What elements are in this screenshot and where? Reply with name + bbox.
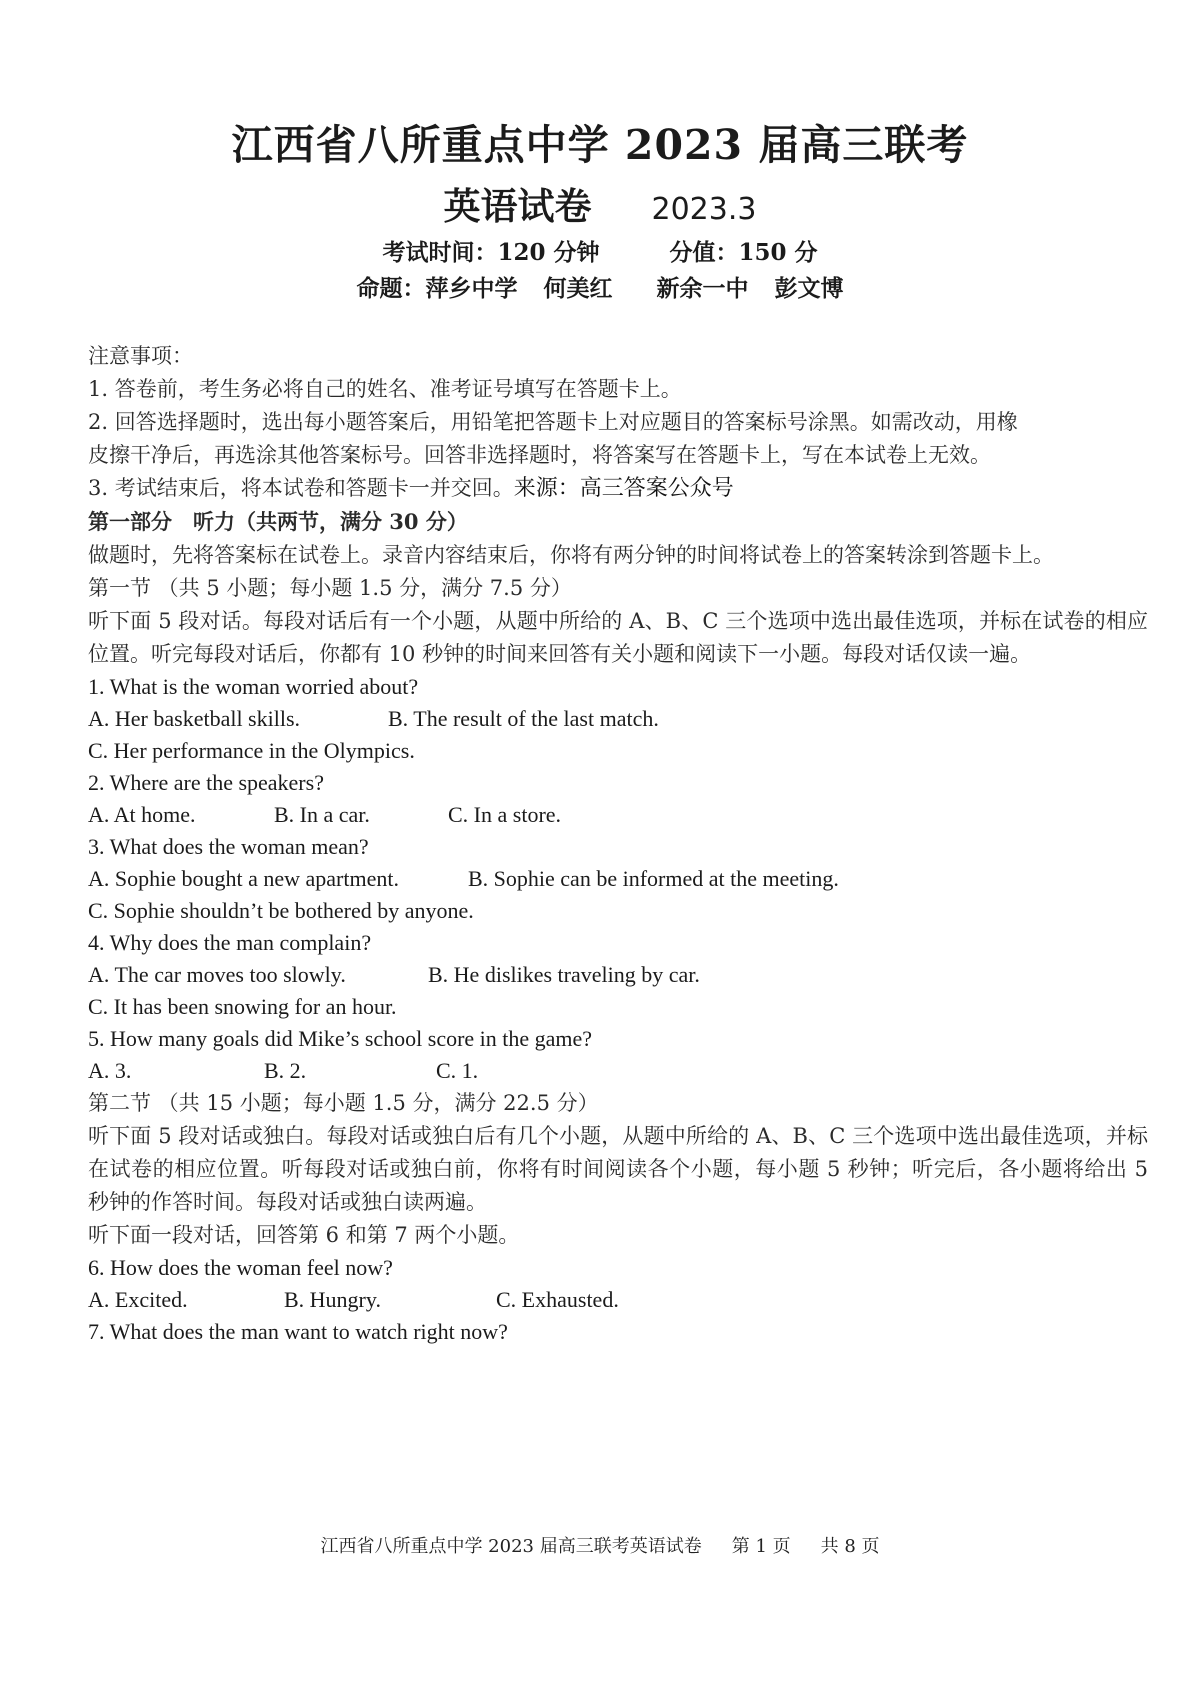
- question-6: 6. How does the woman feel now?: [88, 1255, 393, 1280]
- question-4-options: [88, 959, 1148, 991]
- notice-title: 注意事项：: [88, 344, 193, 368]
- school-2: 新余一中: [656, 275, 749, 302]
- option-4b: B. He dislikes traveling by car.: [428, 962, 700, 987]
- option-2c: C. In a store.: [448, 802, 562, 827]
- dialog-intro: 听下面一段对话，回答第 6 和第 7 两个小题。: [88, 1223, 520, 1247]
- option-5a: A. 3.: [88, 1058, 132, 1083]
- notice-item-1: 1. 答卷前，考生务必将自己的姓名、准考证号填写在答题卡上。: [88, 377, 682, 401]
- page-footer: [0, 1532, 1200, 1558]
- footer-total-pages: 共 8 页: [820, 1536, 880, 1557]
- question-5-options: [88, 1055, 1148, 1087]
- question-1: 1. What is the woman worried about?: [88, 674, 419, 699]
- subject-title: 英语试卷: [443, 184, 592, 228]
- notice-item-2b: 皮擦干净后，再选涂其他答案标号。回答非选择题时，将答案写在答题卡上，写在本试卷上无效。: [88, 443, 991, 467]
- section2-title: 第二节 （共 15 小题；每小题 1.5 分，满分 22.5 分）: [88, 1091, 599, 1115]
- exam-subtitle: [0, 176, 1200, 230]
- notice-item-2a: 2. 回答选择题时，选出每小题答案后，用铅笔把答题卡上对应题目的答案标号涂黑。如需改动，用橡: [88, 410, 1018, 434]
- option-1b: B. The result of the last match.: [388, 706, 659, 731]
- author-1: 何美红: [543, 275, 613, 302]
- option-3c: C. Sophie shouldn’t be bothered by anyone.: [88, 898, 474, 923]
- notice-item-3-line: [88, 472, 1148, 505]
- option-2a: A. At home.: [88, 802, 196, 827]
- question-2: 2. Where are the speakers?: [88, 770, 324, 795]
- exam-title: 江西省八所重点中学 2023 届高三联考: [231, 121, 969, 169]
- section2-intro: 听下面 5 段对话或独白。每段对话或独白后有几个小题，从题中所给的 A、B、C 三个选项中选出最佳选项，并标在试卷的相应位置。听每段对话或独白前，你将有时间阅读各个小题，每小题 5 秒钟；听完后，各小题将给出 5 秒钟的作答时间。每段对话或独白读两遍。: [88, 1124, 1148, 1214]
- exam-info: [0, 234, 1200, 267]
- source-watermark: 来源：高三答案公众号: [513, 476, 734, 501]
- question-6-options: [88, 1284, 1148, 1316]
- option-4c: C. It has been snowing for an hour.: [88, 994, 397, 1019]
- option-6c: C. Exhausted.: [496, 1287, 619, 1312]
- part1-intro: 做题时，先将答案标在试卷上。录音内容结束后，你将有两分钟的时间将试卷上的答案转涂到答题卡上。: [88, 543, 1054, 567]
- option-6b: B. Hungry.: [284, 1287, 381, 1312]
- option-4a: A. The car moves too slowly.: [88, 962, 346, 987]
- exam-authors: [0, 270, 1200, 303]
- question-4: 4. Why does the man complain?: [88, 930, 372, 955]
- question-2-options: [88, 799, 1148, 831]
- option-6a: A. Excited.: [88, 1287, 188, 1312]
- exam-score: 分值：150 分: [669, 239, 818, 266]
- exam-time: 考试时间：120 分钟: [382, 239, 600, 266]
- notice-item-3: 3. 考试结束后，将本试卷和答题卡一并交回。: [88, 476, 514, 500]
- footer-page-number: 第 1 页: [731, 1536, 791, 1557]
- option-5b: B. 2.: [264, 1058, 307, 1083]
- option-2b: B. In a car.: [274, 802, 370, 827]
- part1-title: 第一部分 听力（共两节，满分 30 分）: [88, 509, 468, 534]
- exam-body: [88, 340, 1148, 1348]
- question-5: 5. How many goals did Mike’s school score in the game?: [88, 1026, 593, 1051]
- question-3-options: [88, 863, 1148, 895]
- option-3a: A. Sophie bought a new apartment.: [88, 866, 399, 891]
- author-2: 彭文博: [774, 275, 844, 302]
- question-3: 3. What does the woman mean?: [88, 834, 369, 859]
- footer-exam-name: 江西省八所重点中学 2023 届高三联考英语试卷: [320, 1536, 702, 1557]
- section1-title: 第一节 （共 5 小题；每小题 1.5 分，满分 7.5 分）: [88, 576, 572, 600]
- section1-intro: 听下面 5 段对话。每段对话后有一个小题，从题中所给的 A、B、C 三个选项中选出最佳选项，并标在试卷的相应位置。听完每段对话后，你都有 10 秒钟的时间来回答有关小题和阅读下一小题。每段对话仅读一遍。: [88, 609, 1148, 666]
- option-1c: C. Her performance in the Olympics.: [88, 738, 415, 763]
- option-1a: A. Her basketball skills.: [88, 706, 301, 731]
- exam-date: 2023.3: [651, 192, 757, 227]
- question-7: 7. What does the man want to watch right now?: [88, 1319, 508, 1344]
- question-1-options: [88, 703, 1148, 735]
- authors-label: 命题：萍乡中学: [356, 275, 518, 302]
- option-5c: C. 1.: [436, 1058, 479, 1083]
- option-3b: B. Sophie can be informed at the meeting.: [468, 866, 839, 891]
